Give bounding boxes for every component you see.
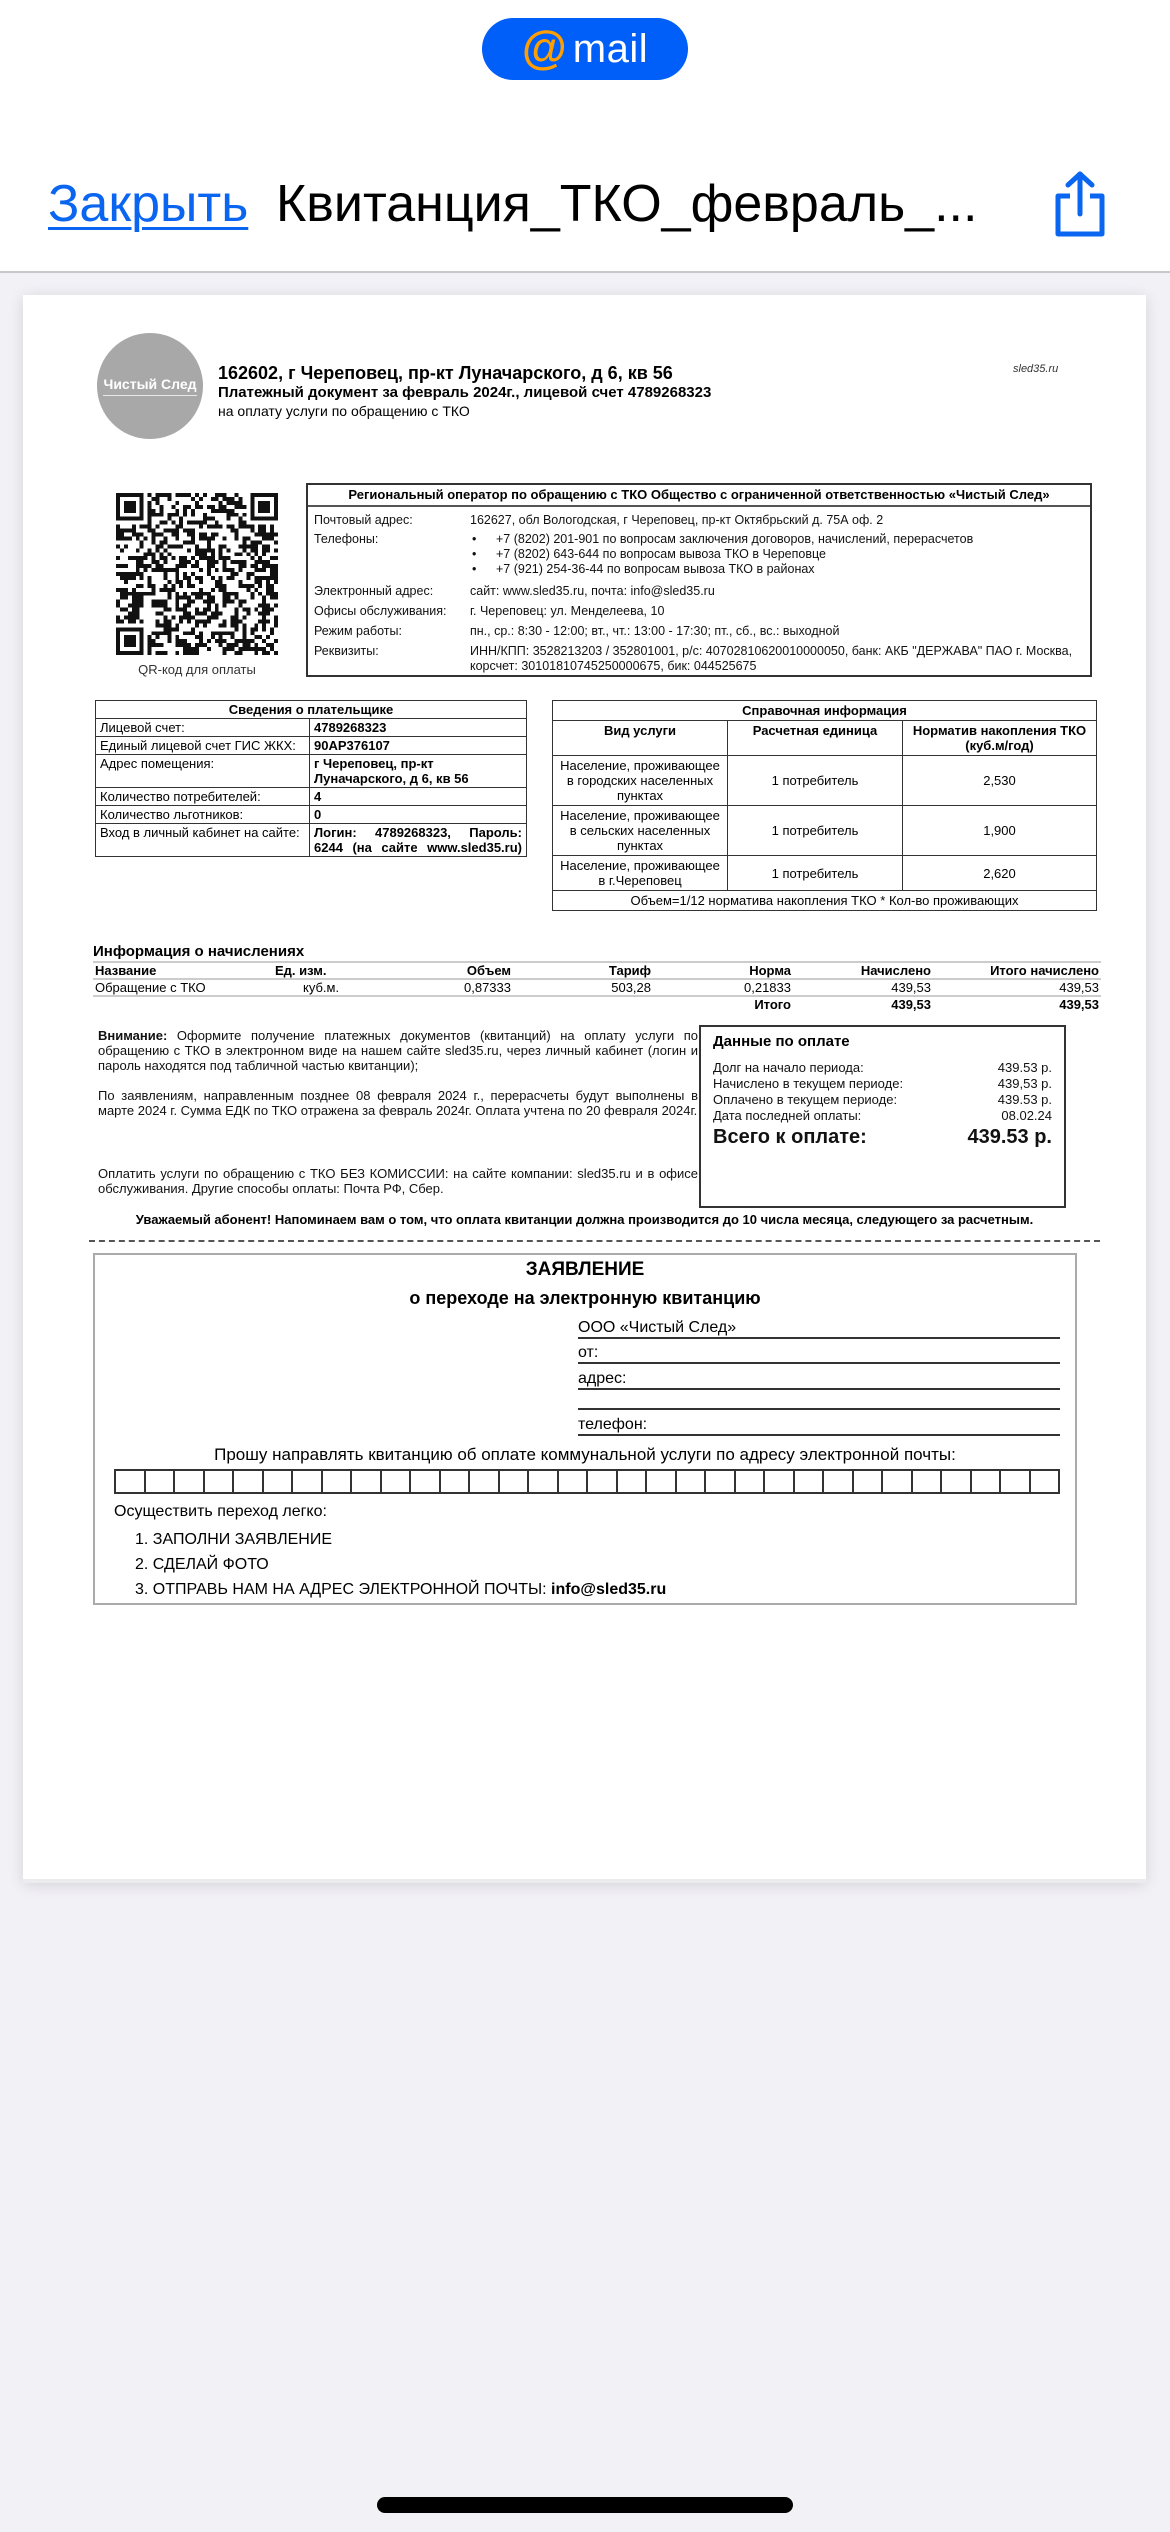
total-charged: 439,53 xyxy=(891,997,931,1012)
ref-cell: Население, проживающее в городских населенных пунктах xyxy=(553,756,728,806)
email-char-cell[interactable] xyxy=(293,1469,323,1494)
payment-label: Начислено в текущем периоде: xyxy=(713,1076,904,1091)
postal-label: Почтовый адрес: xyxy=(314,513,413,527)
ref-header: Норматив накопления ТКО (куб.м/год) xyxy=(903,721,1097,756)
email-char-cell[interactable] xyxy=(234,1469,264,1494)
howto-steps xyxy=(135,1527,666,1602)
table-row xyxy=(96,788,527,806)
phone-item[interactable]: • +7 (8202) 201-901 по вопросам заключения договоров, начислений, перерасчетов xyxy=(470,532,973,547)
email-char-cell[interactable] xyxy=(854,1469,884,1494)
charges-cell: 0,21833 xyxy=(653,979,793,996)
table-row xyxy=(553,806,1097,856)
payment-row xyxy=(713,1092,1052,1108)
mail-app-badge[interactable] xyxy=(482,18,688,80)
phone-item[interactable]: • +7 (921) 254-36-44 по вопросам вывоза ТКО в районах xyxy=(470,562,973,577)
email-char-cell[interactable] xyxy=(736,1469,766,1494)
table-row xyxy=(93,979,1101,996)
payer-label: Единый лицевой счет ГИС ЖКХ: xyxy=(96,737,310,755)
table-row xyxy=(96,755,527,788)
offices-label: Офисы обслуживания: xyxy=(314,604,447,618)
total-due-value: 439.53 р. xyxy=(967,1126,1052,1148)
ref-cell: 1 потребитель xyxy=(728,756,903,806)
email-input-grid[interactable] xyxy=(114,1469,1060,1494)
payer-value: 4789268323 xyxy=(310,719,527,737)
ref-cell: 1 потребитель xyxy=(728,806,903,856)
share-button[interactable] xyxy=(1050,170,1110,240)
email-char-cell[interactable] xyxy=(116,1469,146,1494)
payer-label: Лицевой счет: xyxy=(96,719,310,737)
mail-app-label: mail xyxy=(572,27,649,71)
charges-cell: 503,28 xyxy=(513,979,653,996)
table-row xyxy=(553,856,1097,891)
company-logo xyxy=(97,333,203,439)
ref-cell: 2,530 xyxy=(903,756,1097,806)
attention-label: Внимание: xyxy=(98,1028,168,1043)
step-item: 1. ЗАПОЛНИ ЗАЯВЛЕНИЕ xyxy=(135,1531,332,1548)
share-icon xyxy=(1050,170,1110,240)
payment-value: 439,53 р. xyxy=(997,1076,1052,1091)
e-receipt-application xyxy=(93,1253,1077,1605)
charges-header: Норма xyxy=(653,963,793,979)
charges-cell: куб.м. xyxy=(273,979,403,996)
postal-value: 162627, обл Вологодская, г Череповец, пр-кт Октябрьский д. 75А оф. 2 xyxy=(470,513,884,527)
total-due-label: Всего к оплате: xyxy=(713,1126,867,1148)
phones-list xyxy=(470,532,973,577)
payment-value: 439.53 р. xyxy=(997,1092,1052,1107)
field-phone[interactable]: телефон: xyxy=(578,1416,1060,1436)
ref-header: Вид услуги xyxy=(553,721,728,756)
hours-label: Режим работы: xyxy=(314,624,402,638)
phones-label: Телефоны: xyxy=(314,532,379,546)
email-char-cell[interactable] xyxy=(706,1469,736,1494)
payment-total-row xyxy=(713,1126,1052,1148)
charges-header: Ед. изм. xyxy=(273,963,403,979)
phone-item[interactable]: • +7 (8202) 643-644 по вопросам вывоза ТКО в Череповце xyxy=(470,547,973,562)
email-char-cell[interactable] xyxy=(942,1469,972,1494)
email-char-cell[interactable] xyxy=(470,1469,500,1494)
pay-free-paragraph: Оплатить услуги по обращению с ТКО БЕЗ КОМИССИИ: на сайте компании: sled35.ru и в офисе обслуживания. Другие способы оплаты: Почта РФ, Сбер. xyxy=(98,1166,698,1196)
table-row xyxy=(96,824,527,857)
email-request-text: Прошу направлять квитанцию об оплате коммунальной услуги по адресу электронной почты: xyxy=(214,1445,956,1464)
header-site: sled35.ru xyxy=(1013,363,1059,375)
field-address[interactable]: адрес: xyxy=(578,1370,1060,1390)
ref-header: Расчетная единица xyxy=(728,721,903,756)
field-recipient: ООО «Чистый След» xyxy=(578,1319,1060,1339)
reference-table-title: Справочная информация xyxy=(553,701,1097,721)
document-page[interactable] xyxy=(23,295,1146,1883)
email-char-cell[interactable] xyxy=(1001,1469,1031,1494)
total-label: Итого xyxy=(754,997,791,1012)
email-char-cell[interactable] xyxy=(765,1469,795,1494)
field-from[interactable]: от: xyxy=(578,1344,1060,1364)
operator-postal-row xyxy=(314,513,883,527)
ref-cell: Население, проживающее в г.Череповец xyxy=(553,856,728,891)
hours-value: пн., ср.: 8:30 - 12:00; вт., чт.: 13:00 - 17:30; пт., сб., вс.: выходной xyxy=(470,624,840,638)
recalc-paragraph: По заявлениям, направленным позднее 08 февраля 2024 г., перерасчеты будут выполнены в марте 2024 г. Сумма ЕДК по ТКО отражена за февраль 2024г. Оплата учтена по 20 февраля 2024г. xyxy=(98,1088,698,1118)
payment-label: Долг на начало периода: xyxy=(713,1060,864,1075)
total-value: 439,53 xyxy=(1059,997,1099,1012)
email-char-cell[interactable] xyxy=(647,1469,677,1494)
payer-info-table xyxy=(95,700,527,857)
ref-cell: 1 потребитель xyxy=(728,856,903,891)
payment-label: Оплачено в текущем периоде: xyxy=(713,1092,898,1107)
payer-value: г Череповец, пр-кт Луначарского, д 6, кв 56 xyxy=(310,755,527,788)
notice-text xyxy=(98,1028,698,1196)
email-label: Электронный адрес: xyxy=(314,584,434,598)
email-char-cell[interactable] xyxy=(323,1469,353,1494)
email-char-cell[interactable] xyxy=(1031,1469,1061,1494)
email-char-cell[interactable] xyxy=(500,1469,530,1494)
attention-text: Оформите получение платежных документов (квитанций) на оплату услуги по обращению с ТКО в электронном виде на нашем сайте sled35.ru, через личный кабинет (логин и пароль находятся под табличной частью квитанции); xyxy=(98,1028,698,1073)
home-indicator[interactable] xyxy=(377,2497,793,2513)
email-char-cell[interactable] xyxy=(264,1469,294,1494)
operator-email-row xyxy=(314,584,715,598)
header-document-line: Платежный документ за февраль 2024г., лицевой счет 4789268323 xyxy=(218,384,712,401)
header-subtitle: на оплату услуги по обращению с ТКО xyxy=(218,403,470,419)
cut-line xyxy=(89,1240,1100,1242)
document-title: Квитанция_ТКО_февраль_... xyxy=(276,175,978,233)
qr-code xyxy=(116,493,278,655)
reference-info-table xyxy=(552,700,1097,911)
operator-offices-row xyxy=(314,604,664,618)
payer-login-value: Логин: 4789268323, Пароль: 6244 (на сайте www.sled35.ru) xyxy=(310,824,527,857)
charges-header: Объем xyxy=(403,963,513,979)
payer-label: Количество потребителей: xyxy=(96,788,310,806)
operator-phones-row xyxy=(314,532,973,577)
charges-header: Тариф xyxy=(513,963,653,979)
email-char-cell[interactable] xyxy=(146,1469,176,1494)
attention-paragraph xyxy=(98,1028,698,1073)
table-row xyxy=(553,756,1097,806)
application-subtitle: о переходе на электронную квитанцию xyxy=(409,1288,761,1308)
payer-table-title: Сведения о плательщике xyxy=(96,701,527,719)
charges-title: Информация о начислениях xyxy=(93,943,1101,963)
howto-title: Осуществить переход легко: xyxy=(114,1503,327,1520)
application-title: ЗАЯВЛЕНИЕ xyxy=(525,1259,645,1280)
header-address: 162602, г Череповец, пр-кт Луначарского, д 6, кв 56 xyxy=(218,363,673,383)
ref-cell: 2,620 xyxy=(903,856,1097,891)
payment-row xyxy=(713,1060,1052,1076)
email-char-cell[interactable] xyxy=(972,1469,1002,1494)
payment-row xyxy=(713,1108,1052,1124)
field-address-line2[interactable] xyxy=(578,1392,1060,1410)
ref-cell: 1,900 xyxy=(903,806,1097,856)
close-button[interactable]: Закрыть xyxy=(48,175,249,233)
step-item xyxy=(135,1577,666,1602)
email-char-cell[interactable] xyxy=(795,1469,825,1494)
operator-info-box xyxy=(306,483,1092,677)
requisites-value: ИНН/КПП: 3528213203 / 352801001, р/с: 40702810620010000050, банк: АКБ "ДЕРЖАВА" ПАО г. Москва, корсчет: 30101810745250000675, бик: 044525675 xyxy=(470,644,1073,673)
step-item: 2. СДЕЛАЙ ФОТО xyxy=(135,1556,269,1573)
email-char-cell[interactable] xyxy=(441,1469,471,1494)
email-char-cell[interactable] xyxy=(677,1469,707,1494)
payer-label: Вход в личный кабинет на сайте: xyxy=(96,824,310,857)
qr-code-icon xyxy=(116,493,278,655)
email-char-cell[interactable] xyxy=(175,1469,205,1494)
charges-total-row xyxy=(93,996,1101,1012)
email-char-cell[interactable] xyxy=(913,1469,943,1494)
operator-requisites-row xyxy=(314,644,1090,674)
operator-title: Региональный оператор по обращению с ТКО Общество с ограниченной ответственностью «Чистый След» xyxy=(308,485,1090,507)
payment-data-box xyxy=(699,1025,1066,1208)
offices-value: г. Череповец: ул. Менделеева, 10 xyxy=(470,604,665,618)
charges-cell: 0,87333 xyxy=(403,979,513,996)
email-char-cell[interactable] xyxy=(529,1469,559,1494)
email-char-cell[interactable] xyxy=(588,1469,618,1494)
logo-text: Чистый След xyxy=(103,376,196,396)
charges-header: Итого начислено xyxy=(933,963,1101,979)
email-char-cell[interactable] xyxy=(824,1469,854,1494)
email-char-cell[interactable] xyxy=(559,1469,589,1494)
payment-value: 08.02.24 xyxy=(1001,1108,1052,1123)
email-char-cell[interactable] xyxy=(883,1469,913,1494)
table-row xyxy=(96,806,527,824)
payment-reminder: Уважаемый абонент! Напоминаем вам о том, что оплата квитанции должна производится до 10 числа месяца, следующего за расчетным. xyxy=(135,1212,1034,1227)
charges-cell: 439,53 xyxy=(793,979,933,996)
email-char-cell[interactable] xyxy=(382,1469,412,1494)
qr-label: QR-код для оплаты xyxy=(138,662,256,677)
payer-label: Количество льготников: xyxy=(96,806,310,824)
email-char-cell[interactable] xyxy=(205,1469,235,1494)
payment-row xyxy=(713,1076,1052,1092)
charges-header: Начислено xyxy=(793,963,933,979)
payer-value: 90АР376107 xyxy=(310,737,527,755)
table-row xyxy=(96,737,527,755)
viewer-top-bar xyxy=(0,0,1170,273)
email-value[interactable]: сайт: www.sled35.ru, почта: info@sled35.ru xyxy=(470,584,715,598)
email-char-cell[interactable] xyxy=(411,1469,441,1494)
payment-label: Дата последней оплаты: xyxy=(713,1108,862,1123)
payment-title: Данные по оплате xyxy=(713,1033,850,1050)
step-text: 3. ОТПРАВЬ НАМ НА АДРЕС ЭЛЕКТРОННОЙ ПОЧТЫ: xyxy=(135,1581,552,1598)
charges-table xyxy=(93,963,1101,1012)
email-char-cell[interactable] xyxy=(618,1469,648,1494)
charges-cell: Обращение с ТКО xyxy=(93,979,273,996)
step-email[interactable]: info@sled35.ru xyxy=(551,1581,667,1598)
ref-cell: Население, проживающее в сельских населенных пунктах xyxy=(553,806,728,856)
charges-header: Название xyxy=(93,963,273,979)
payment-value: 439.53 р. xyxy=(997,1060,1052,1075)
charges-cell: 439,53 xyxy=(933,979,1101,996)
table-row xyxy=(96,719,527,737)
charges-section xyxy=(93,943,1101,1012)
email-char-cell[interactable] xyxy=(352,1469,382,1494)
ref-footer: Объем=1/12 норматива накопления ТКО * Кол-во проживающих xyxy=(553,891,1097,911)
operator-hours-row xyxy=(314,624,839,638)
payer-value: 0 xyxy=(310,806,527,824)
mail-at-icon: @ xyxy=(521,21,567,73)
payer-value: 4 xyxy=(310,788,527,806)
requisites-label: Реквизиты: xyxy=(314,644,379,658)
payer-label: Адрес помещения: xyxy=(96,755,310,788)
